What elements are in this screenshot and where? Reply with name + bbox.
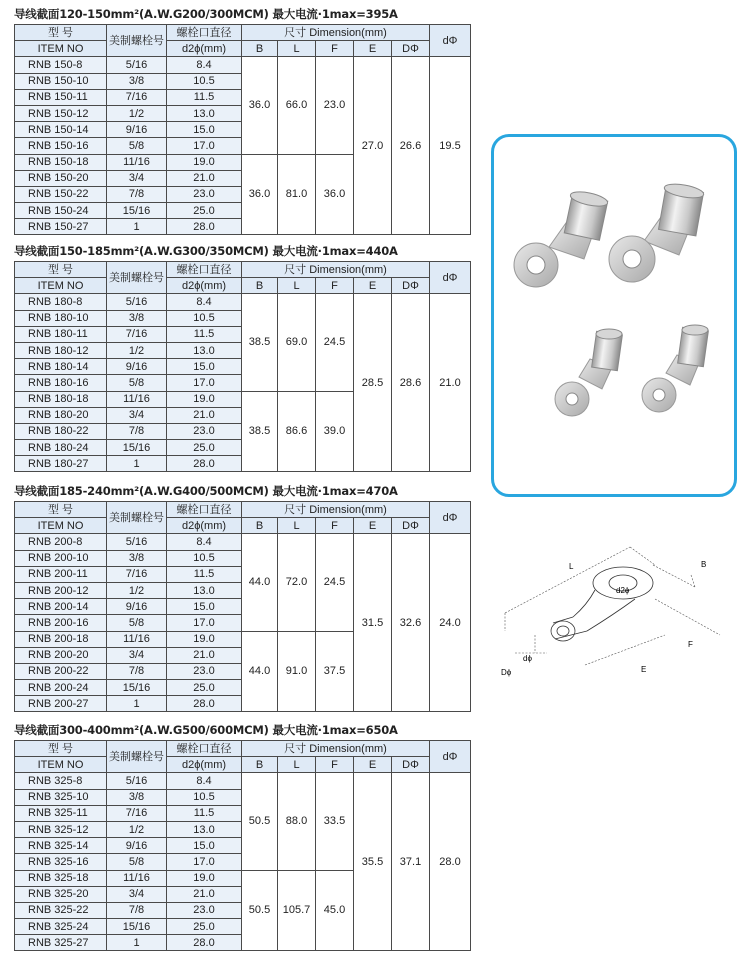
us-bolt-cell: 7/16: [107, 805, 167, 821]
spec-table: [14, 261, 471, 472]
item-no-cell: RNB 200-27: [15, 696, 107, 712]
dim-l-cell: 69.0: [278, 294, 316, 391]
bolt-diameter-cell: 19.0: [167, 391, 242, 407]
dim-b-cell: 36.0: [242, 57, 278, 154]
header-item-no: ITEM NO: [15, 518, 107, 534]
bolt-diameter-cell: 8.4: [167, 773, 242, 789]
us-bolt-cell: 5/16: [107, 294, 167, 310]
item-no-cell: RNB 180-20: [15, 407, 107, 423]
header-d-phi: dΦ: [430, 741, 471, 773]
us-bolt-cell: 7/16: [107, 566, 167, 582]
us-bolt-cell: 11/16: [107, 154, 167, 170]
header-bolt-diameter: 螺栓口直径: [167, 502, 242, 518]
item-no-cell: RNB 325-11: [15, 805, 107, 821]
bolt-diameter-cell: 25.0: [167, 680, 242, 696]
header-dphi: DΦ: [392, 41, 430, 57]
dim-l-cell: 88.0: [278, 773, 316, 870]
item-no-cell: RNB 325-8: [15, 773, 107, 789]
header-item-no: ITEM NO: [15, 757, 107, 773]
bolt-diameter-cell: 17.0: [167, 138, 242, 154]
ring-terminal-photo: [494, 137, 734, 494]
us-bolt-cell: 5/8: [107, 854, 167, 870]
us-bolt-cell: 15/16: [107, 440, 167, 456]
bolt-diameter-cell: 8.4: [167, 294, 242, 310]
dim-dphi-cell: 32.6: [392, 534, 430, 712]
dim-l-cell: 81.0: [278, 154, 316, 235]
item-no-cell: RNB 180-18: [15, 391, 107, 407]
header-b: B: [242, 757, 278, 773]
us-bolt-cell: 9/16: [107, 122, 167, 138]
item-no-cell: RNB 325-14: [15, 838, 107, 854]
header-f: F: [316, 518, 354, 534]
bolt-diameter-cell: 13.0: [167, 582, 242, 598]
item-no-cell: RNB 325-22: [15, 902, 107, 918]
item-no-cell: RNB 200-16: [15, 615, 107, 631]
header-f: F: [316, 757, 354, 773]
dim-b-cell: 50.5: [242, 773, 278, 870]
item-no-cell: RNB 200-18: [15, 631, 107, 647]
dim-e-cell: 28.5: [354, 294, 392, 472]
header-item-no: ITEM NO: [15, 278, 107, 294]
item-no-cell: RNB 150-8: [15, 57, 107, 73]
dim-b-cell: 36.0: [242, 154, 278, 235]
table-row: [15, 773, 471, 789]
us-bolt-cell: 3/8: [107, 310, 167, 326]
bolt-diameter-cell: 11.5: [167, 89, 242, 105]
label-d2: d2ϕ: [616, 586, 630, 595]
dim-b-cell: 44.0: [242, 534, 278, 631]
header-e: E: [354, 757, 392, 773]
product-photo-frame: [491, 134, 737, 497]
us-bolt-cell: 1/2: [107, 105, 167, 121]
dim-l-cell: 91.0: [278, 631, 316, 712]
bolt-diameter-cell: 21.0: [167, 407, 242, 423]
dim-b-cell: 50.5: [242, 870, 278, 951]
us-bolt-cell: 7/8: [107, 663, 167, 679]
us-bolt-cell: 15/16: [107, 203, 167, 219]
bolt-diameter-cell: 23.0: [167, 186, 242, 202]
header-item-no: ITEM NO: [15, 41, 107, 57]
us-bolt-cell: 1/2: [107, 821, 167, 837]
dim-f-cell: 24.5: [316, 294, 354, 391]
header-dimension: 尺寸 Dimension(mm): [242, 741, 430, 757]
item-no-cell: RNB 200-24: [15, 680, 107, 696]
bolt-diameter-cell: 28.0: [167, 456, 242, 472]
dim-f-cell: 33.5: [316, 773, 354, 870]
bolt-diameter-cell: 28.0: [167, 696, 242, 712]
item-no-cell: RNB 325-24: [15, 919, 107, 935]
dim-f-cell: 45.0: [316, 870, 354, 951]
item-no-cell: RNB 325-16: [15, 854, 107, 870]
bolt-diameter-cell: 21.0: [167, 886, 242, 902]
us-bolt-cell: 7/16: [107, 326, 167, 342]
header-bolt-diameter: 螺栓口直径: [167, 25, 242, 41]
bolt-diameter-cell: 23.0: [167, 423, 242, 439]
us-bolt-cell: 3/8: [107, 550, 167, 566]
header-d2-mm: d2ϕ(mm): [167, 41, 242, 57]
header-d2-mm: d2ϕ(mm): [167, 757, 242, 773]
bolt-diameter-cell: 19.0: [167, 870, 242, 886]
bolt-diameter-cell: 28.0: [167, 219, 242, 235]
header-l: L: [278, 278, 316, 294]
dim-dphi-cell: 19.5: [430, 57, 471, 235]
bolt-diameter-cell: 11.5: [167, 566, 242, 582]
ring-terminal-small-left: [555, 329, 622, 416]
item-no-cell: RNB 325-18: [15, 870, 107, 886]
label-L: L: [569, 562, 574, 571]
item-no-cell: RNB 150-10: [15, 73, 107, 89]
spec-table: [14, 740, 471, 951]
us-bolt-cell: 1: [107, 696, 167, 712]
bolt-diameter-cell: 15.0: [167, 122, 242, 138]
bolt-diameter-cell: 8.4: [167, 57, 242, 73]
dim-b-cell: 44.0: [242, 631, 278, 712]
us-bolt-cell: 7/8: [107, 423, 167, 439]
header-d-phi: dΦ: [430, 502, 471, 534]
ring-terminal-large-right: [609, 182, 705, 282]
header-dphi: DΦ: [392, 757, 430, 773]
header-f: F: [316, 41, 354, 57]
section-title: 导线截面300-400mm²(A.W.G500/600MCM) 最大电流·1max=650A: [14, 723, 398, 737]
section-title: 导线截面185-240mm²(A.W.G400/500MCM) 最大电流·1max=470A: [14, 484, 398, 498]
header-d-phi: dΦ: [430, 262, 471, 294]
bolt-diameter-cell: 17.0: [167, 615, 242, 631]
dim-b-cell: 38.5: [242, 391, 278, 472]
header-b: B: [242, 278, 278, 294]
bolt-diameter-cell: 25.0: [167, 203, 242, 219]
header-l: L: [278, 757, 316, 773]
dim-dphi-cell: 28.6: [392, 294, 430, 472]
ring-terminal-large-left: [514, 189, 609, 287]
item-no-cell: RNB 180-12: [15, 342, 107, 358]
us-bolt-cell: 11/16: [107, 870, 167, 886]
item-no-cell: RNB 200-8: [15, 534, 107, 550]
item-no-cell: RNB 150-16: [15, 138, 107, 154]
bolt-diameter-cell: 13.0: [167, 821, 242, 837]
header-e: E: [354, 41, 392, 57]
header-dphi: DΦ: [392, 278, 430, 294]
header-model-cn: 型 号: [15, 741, 107, 757]
header-model-cn: 型 号: [15, 502, 107, 518]
us-bolt-cell: 15/16: [107, 680, 167, 696]
item-no-cell: RNB 180-14: [15, 359, 107, 375]
us-bolt-cell: 3/8: [107, 789, 167, 805]
us-bolt-cell: 1: [107, 219, 167, 235]
item-no-cell: RNB 180-16: [15, 375, 107, 391]
bolt-diameter-cell: 11.5: [167, 326, 242, 342]
item-no-cell: RNB 325-27: [15, 935, 107, 951]
us-bolt-cell: 3/4: [107, 647, 167, 663]
bolt-diameter-cell: 10.5: [167, 73, 242, 89]
header-l: L: [278, 518, 316, 534]
header-f: F: [316, 278, 354, 294]
item-no-cell: RNB 325-20: [15, 886, 107, 902]
header-us-bolt: 美制螺栓号: [107, 741, 167, 773]
bolt-diameter-cell: 15.0: [167, 838, 242, 854]
item-no-cell: RNB 180-22: [15, 423, 107, 439]
ring-terminal-small-right: [642, 325, 708, 412]
dim-e-cell: 35.5: [354, 773, 392, 951]
bolt-diameter-cell: 28.0: [167, 935, 242, 951]
bolt-diameter-cell: 10.5: [167, 789, 242, 805]
dim-l-cell: 105.7: [278, 870, 316, 951]
header-b: B: [242, 41, 278, 57]
us-bolt-cell: 5/16: [107, 57, 167, 73]
item-no-cell: RNB 180-24: [15, 440, 107, 456]
bolt-diameter-cell: 10.5: [167, 550, 242, 566]
us-bolt-cell: 3/4: [107, 170, 167, 186]
header-b: B: [242, 518, 278, 534]
dim-f-cell: 36.0: [316, 154, 354, 235]
dim-e-cell: 31.5: [354, 534, 392, 712]
header-model-cn: 型 号: [15, 25, 107, 41]
bolt-diameter-cell: 15.0: [167, 359, 242, 375]
item-no-cell: RNB 200-11: [15, 566, 107, 582]
us-bolt-cell: 1: [107, 935, 167, 951]
header-e: E: [354, 518, 392, 534]
label-D: Dϕ: [501, 668, 512, 677]
header-us-bolt: 美制螺栓号: [107, 502, 167, 534]
item-no-cell: RNB 200-12: [15, 582, 107, 598]
item-no-cell: RNB 150-11: [15, 89, 107, 105]
us-bolt-cell: 1/2: [107, 582, 167, 598]
header-dimension: 尺寸 Dimension(mm): [242, 502, 430, 518]
dim-dphi-cell: 21.0: [430, 294, 471, 472]
us-bolt-cell: 7/8: [107, 902, 167, 918]
item-no-cell: RNB 180-10: [15, 310, 107, 326]
header-us-bolt: 美制螺栓号: [107, 262, 167, 294]
item-no-cell: RNB 150-18: [15, 154, 107, 170]
table-row: [15, 57, 471, 73]
bolt-diameter-cell: 17.0: [167, 854, 242, 870]
us-bolt-cell: 5/8: [107, 138, 167, 154]
us-bolt-cell: 9/16: [107, 359, 167, 375]
bolt-diameter-cell: 11.5: [167, 805, 242, 821]
spec-table: [14, 24, 471, 235]
item-no-cell: RNB 180-11: [15, 326, 107, 342]
dim-f-cell: 24.5: [316, 534, 354, 631]
header-bolt-diameter: 螺栓口直径: [167, 262, 242, 278]
item-no-cell: RNB 200-10: [15, 550, 107, 566]
bolt-diameter-cell: 19.0: [167, 631, 242, 647]
dim-f-cell: 39.0: [316, 391, 354, 472]
item-no-cell: RNB 150-20: [15, 170, 107, 186]
dimension-diagram: [495, 535, 735, 685]
dim-l-cell: 72.0: [278, 534, 316, 631]
us-bolt-cell: 5/8: [107, 375, 167, 391]
dim-l-cell: 86.6: [278, 391, 316, 472]
table-row: [15, 294, 471, 310]
item-no-cell: RNB 200-20: [15, 647, 107, 663]
label-E: E: [641, 665, 647, 674]
us-bolt-cell: 11/16: [107, 391, 167, 407]
us-bolt-cell: 5/16: [107, 534, 167, 550]
us-bolt-cell: 5/8: [107, 615, 167, 631]
header-l: L: [278, 41, 316, 57]
label-d: dϕ: [523, 654, 532, 663]
header-e: E: [354, 278, 392, 294]
header-dimension: 尺寸 Dimension(mm): [242, 25, 430, 41]
bolt-diameter-cell: 10.5: [167, 310, 242, 326]
bolt-diameter-cell: 25.0: [167, 440, 242, 456]
us-bolt-cell: 3/4: [107, 886, 167, 902]
bolt-diameter-cell: 23.0: [167, 663, 242, 679]
bolt-diameter-cell: 13.0: [167, 342, 242, 358]
us-bolt-cell: 5/16: [107, 773, 167, 789]
label-B: B: [701, 560, 707, 569]
dim-dphi-cell: 24.0: [430, 534, 471, 712]
us-bolt-cell: 3/4: [107, 407, 167, 423]
us-bolt-cell: 9/16: [107, 599, 167, 615]
us-bolt-cell: 9/16: [107, 838, 167, 854]
bolt-diameter-cell: 15.0: [167, 599, 242, 615]
table-row: [15, 534, 471, 550]
bolt-diameter-cell: 21.0: [167, 647, 242, 663]
dim-l-cell: 66.0: [278, 57, 316, 154]
bolt-diameter-cell: 17.0: [167, 375, 242, 391]
item-no-cell: RNB 180-27: [15, 456, 107, 472]
item-no-cell: RNB 150-27: [15, 219, 107, 235]
label-F: F: [688, 640, 693, 649]
bolt-diameter-cell: 23.0: [167, 902, 242, 918]
bolt-diameter-cell: 13.0: [167, 105, 242, 121]
header-d2-mm: d2ϕ(mm): [167, 278, 242, 294]
header-dimension: 尺寸 Dimension(mm): [242, 262, 430, 278]
section-title: 导线截面150-185mm²(A.W.G300/350MCM) 最大电流·1max=440A: [14, 244, 398, 258]
us-bolt-cell: 1: [107, 456, 167, 472]
us-bolt-cell: 7/16: [107, 89, 167, 105]
item-no-cell: RNB 150-24: [15, 203, 107, 219]
section-title: 导线截面120-150mm²(A.W.G200/300MCM) 最大电流·1max=395A: [14, 7, 398, 21]
terminal-outline: [551, 567, 653, 641]
header-model-cn: 型 号: [15, 262, 107, 278]
item-no-cell: RNB 150-22: [15, 186, 107, 202]
item-no-cell: RNB 150-14: [15, 122, 107, 138]
item-no-cell: RNB 180-8: [15, 294, 107, 310]
header-us-bolt: 美制螺栓号: [107, 25, 167, 57]
item-no-cell: RNB 325-10: [15, 789, 107, 805]
item-no-cell: RNB 200-14: [15, 599, 107, 615]
bolt-diameter-cell: 8.4: [167, 534, 242, 550]
us-bolt-cell: 15/16: [107, 919, 167, 935]
dim-dphi-cell: 26.6: [392, 57, 430, 235]
item-no-cell: RNB 200-22: [15, 663, 107, 679]
bolt-diameter-cell: 21.0: [167, 170, 242, 186]
item-no-cell: RNB 150-12: [15, 105, 107, 121]
dim-dphi-cell: 28.0: [430, 773, 471, 951]
dim-dphi-cell: 37.1: [392, 773, 430, 951]
us-bolt-cell: 1/2: [107, 342, 167, 358]
header-d-phi: dΦ: [430, 25, 471, 57]
us-bolt-cell: 7/8: [107, 186, 167, 202]
header-dphi: DΦ: [392, 518, 430, 534]
bolt-diameter-cell: 19.0: [167, 154, 242, 170]
us-bolt-cell: 11/16: [107, 631, 167, 647]
item-no-cell: RNB 325-12: [15, 821, 107, 837]
us-bolt-cell: 3/8: [107, 73, 167, 89]
dim-e-cell: 27.0: [354, 57, 392, 235]
bolt-diameter-cell: 25.0: [167, 919, 242, 935]
header-d2-mm: d2ϕ(mm): [167, 518, 242, 534]
dim-f-cell: 37.5: [316, 631, 354, 712]
spec-table: [14, 501, 471, 712]
dim-b-cell: 38.5: [242, 294, 278, 391]
dim-f-cell: 23.0: [316, 57, 354, 154]
header-bolt-diameter: 螺栓口直径: [167, 741, 242, 757]
